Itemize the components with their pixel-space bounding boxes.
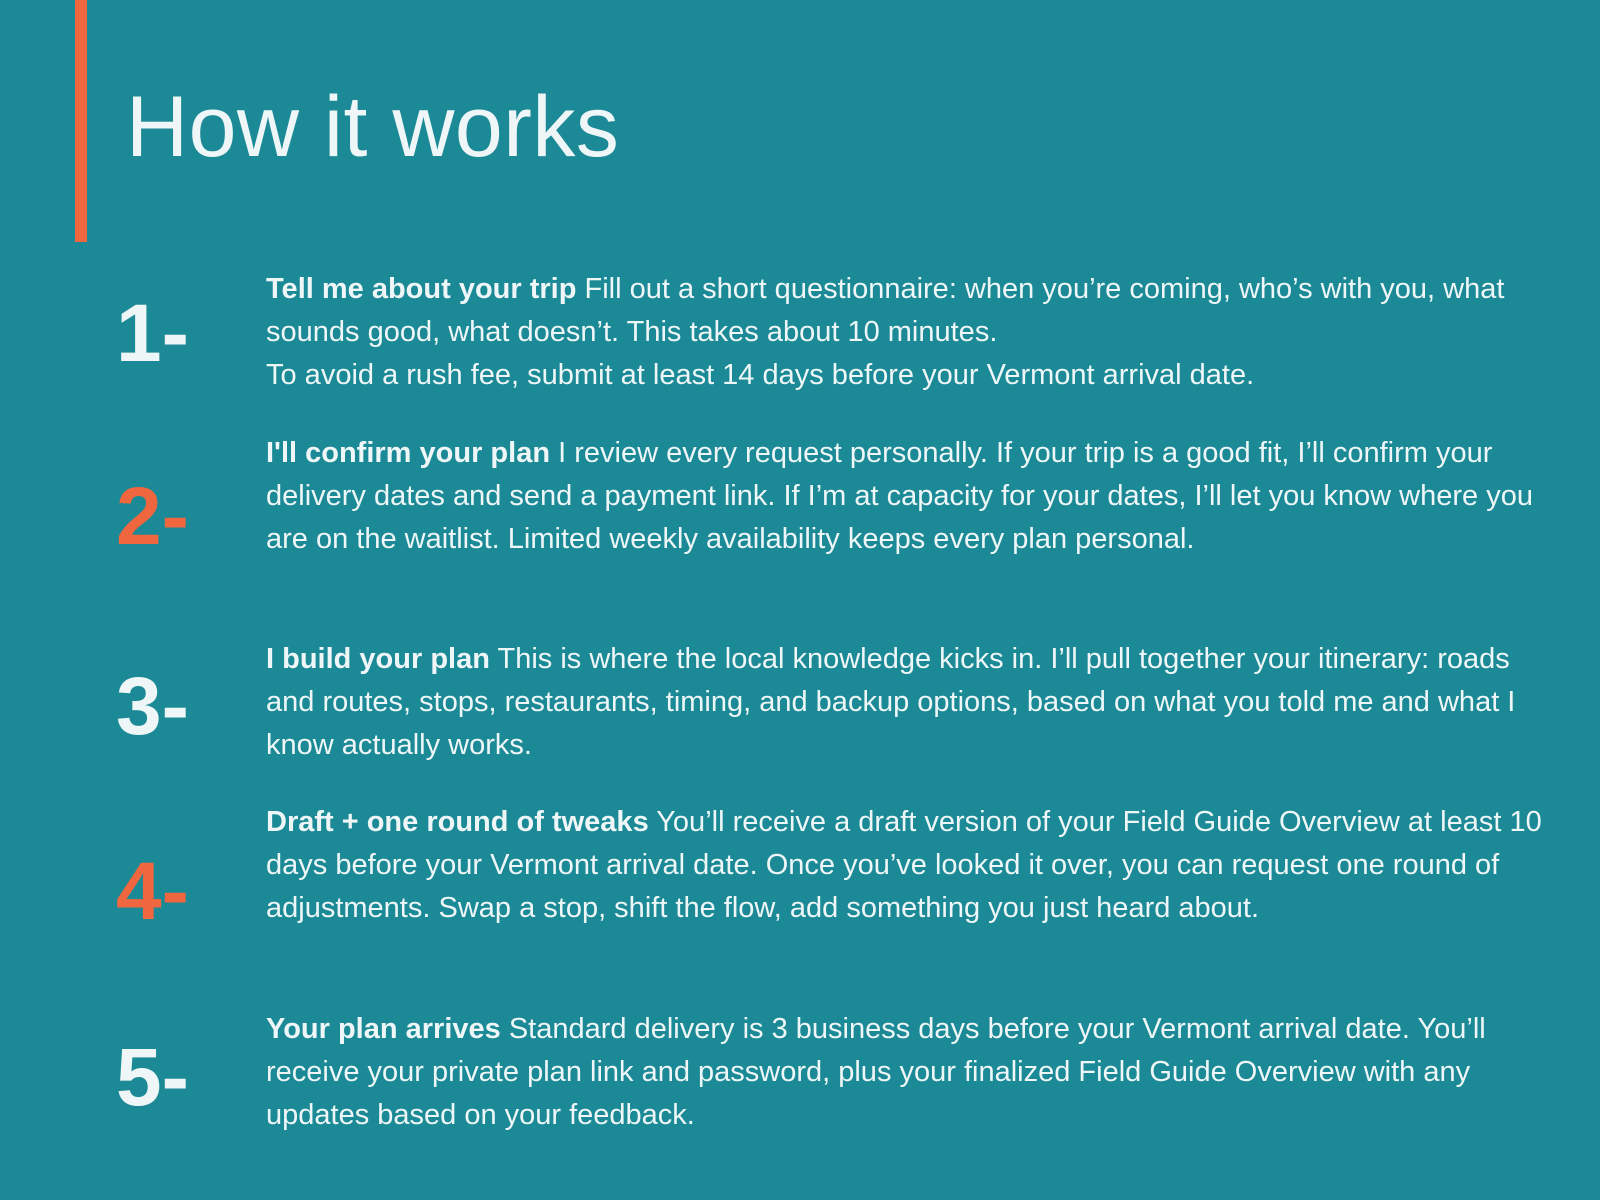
step-body-2: I review every request personally. If your trip is a good fit, I’ll confirm your delivery dates and send a payment link. If I’m at capacity for your dates, I’ll let you know where you are on the waitlist. Limited weekly availability keeps every plan personal.: [266, 437, 1533, 555]
step-heading-4: Draft + one round of tweaks: [266, 806, 649, 838]
step-number-5: 5-: [116, 1032, 189, 1123]
step-text-3: [266, 638, 1556, 767]
step-text-1: [266, 268, 1556, 397]
accent-bar: [75, 0, 87, 242]
step-body-1: Fill out a short questionnaire: when you’re coming, who’s with you, what sounds good, what doesn’t. This takes about 10 minutes.: [266, 273, 1505, 348]
step-body-3: This is where the local knowledge kicks in. I’ll pull together your itinerary: roads and routes, stops, restaurants, timing, and backup options, based on what you told me and what I know actually works.: [266, 643, 1516, 761]
step-extra-1: To avoid a rush fee, submit at least 14 days before your Vermont arrival date.: [266, 359, 1255, 391]
step-number-4: 4-: [116, 846, 189, 937]
step-number-1: 1-: [116, 288, 189, 379]
page-title: How it works: [126, 79, 620, 175]
step-body-5: Standard delivery is 3 business days before your Vermont arrival date. You’ll receive your private plan link and password, plus your finalized Field Guide Overview with any updates based on your feedback.: [266, 1013, 1486, 1131]
step-text-2: [266, 432, 1556, 561]
step-heading-3: I build your plan: [266, 643, 490, 675]
step-body-4: You’ll receive a draft version of your Field Guide Overview at least 10 days before your Vermont arrival date. Once you’ve looked it over, you can request one round of adjustments. Swap a stop, shift the flow, add something you just heard about.: [266, 806, 1542, 924]
step-number-3: 3-: [116, 661, 189, 752]
step-heading-1: Tell me about your trip: [266, 273, 577, 305]
step-heading-2: I'll confirm your plan: [266, 437, 551, 469]
step-heading-5: Your plan arrives: [266, 1013, 501, 1045]
step-text-5: [266, 1008, 1556, 1137]
step-number-2: 2-: [116, 471, 189, 562]
step-text-4: [266, 801, 1556, 930]
